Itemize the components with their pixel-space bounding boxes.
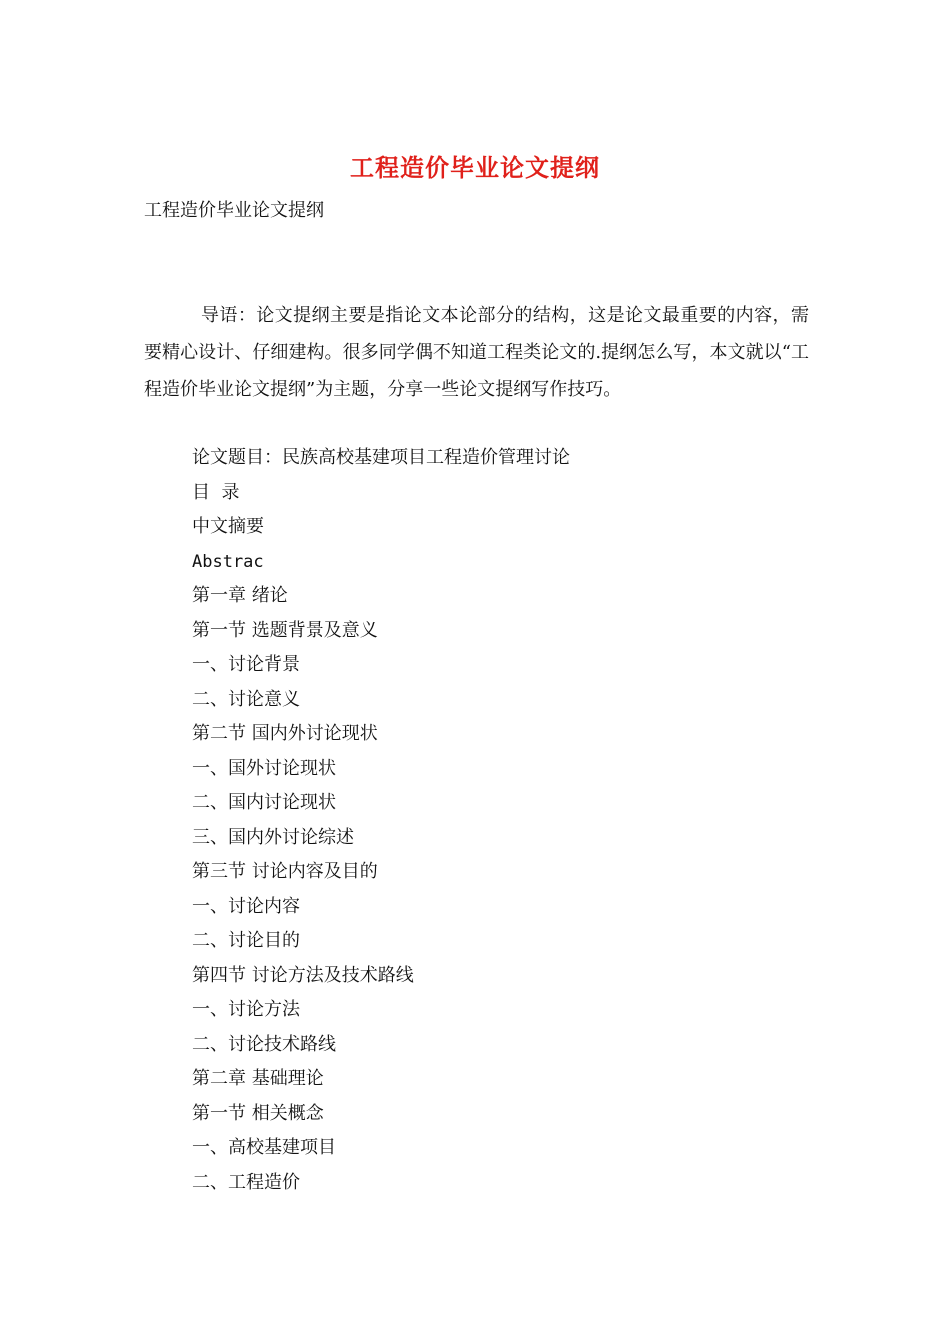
- toc-item: 二、讨论技术路线: [192, 1033, 336, 1055]
- toc-item: 二、讨论意义: [192, 688, 300, 710]
- toc-item: 第一节 选题背景及意义: [192, 619, 378, 641]
- toc-item: Abstrac: [192, 551, 264, 572]
- document-subtitle: 工程造价毕业论文提纲: [144, 200, 324, 221]
- toc-item: 第四节 讨论方法及技术路线: [192, 964, 414, 986]
- toc-item: 一、高校基建项目: [192, 1137, 336, 1158]
- toc-item: 第二章 基础理论: [192, 1068, 324, 1089]
- toc-item: 一、讨论背景: [192, 654, 300, 675]
- toc-item: 第一节 相关概念: [192, 1102, 324, 1124]
- toc-item: 目 录: [192, 481, 240, 503]
- toc-item: 一、国外讨论现状: [192, 757, 336, 779]
- toc-item: 二、讨论目的: [192, 930, 300, 951]
- toc-item: 二、国内讨论现状: [192, 792, 336, 813]
- toc-item: 二、工程造价: [192, 1171, 300, 1193]
- toc-item: 第三节 讨论内容及目的: [192, 861, 378, 882]
- toc-item: 论文题目：民族高校基建项目工程造价管理讨论: [192, 447, 570, 468]
- table-of-contents: [192, 441, 570, 1200]
- document-title: 工程造价毕业论文提纲: [350, 153, 600, 182]
- toc-item: 第二节 国内外讨论现状: [192, 723, 378, 744]
- toc-item: 一、讨论方法: [192, 999, 300, 1020]
- toc-item: 中文摘要: [192, 516, 264, 537]
- toc-item: 第一章 绪论: [192, 585, 288, 606]
- intro-paragraph: 导语：论文提纲主要是指论文本论部分的结构，这是论文最重要的内容，需要精心设计、仔细建构。很多同学偶不知道工程类论文的.提纲怎么写，本文就以“工程造价毕业论文提纲”为主题，分享一些论文提纲写作技巧。: [144, 305, 809, 400]
- toc-item: 一、讨论内容: [192, 895, 300, 917]
- toc-item: 三、国内外讨论综述: [192, 826, 354, 848]
